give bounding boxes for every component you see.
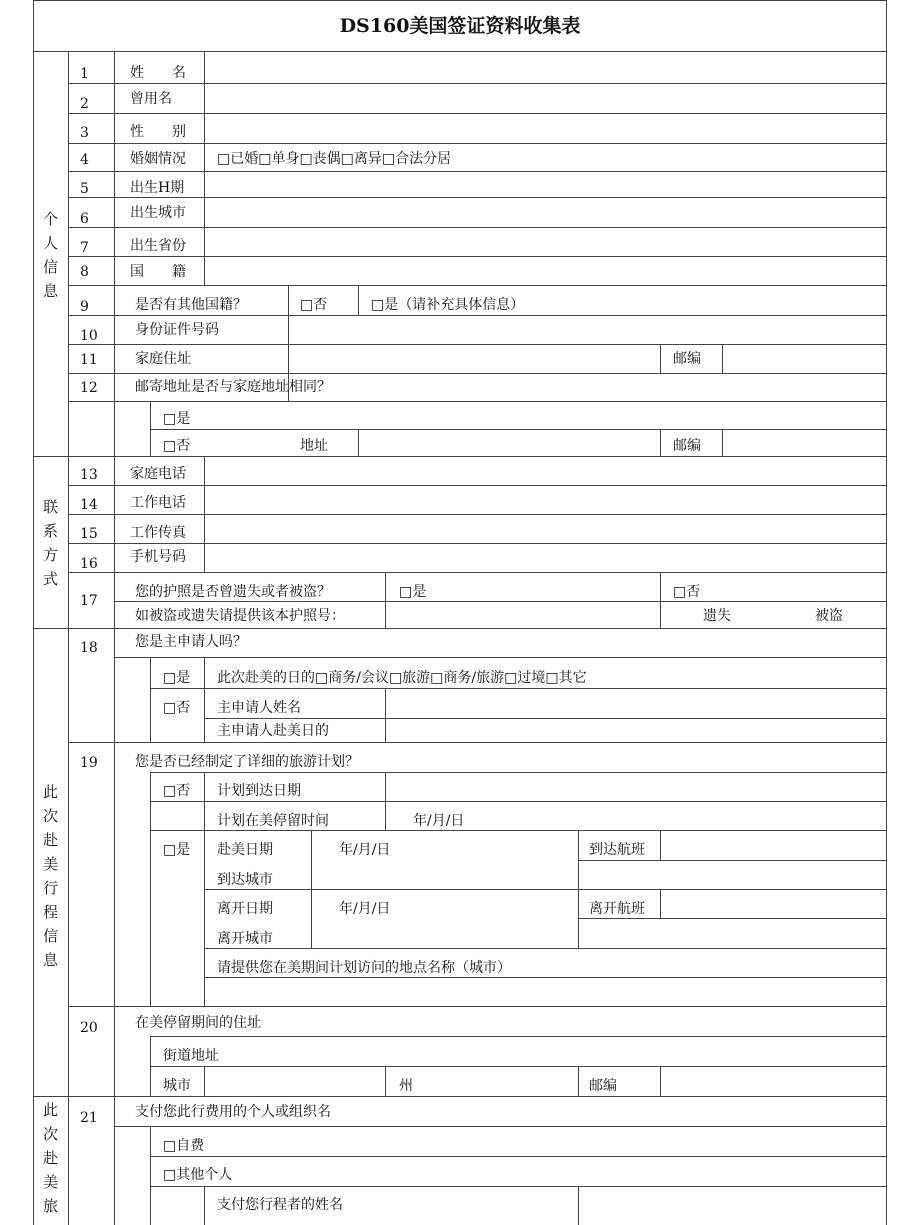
section-personal: 个人信息	[42, 210, 58, 300]
option-lost[interactable]: 遗失	[703, 608, 731, 624]
checkbox-no[interactable]: □否	[163, 438, 191, 454]
row-number: 7	[80, 240, 89, 256]
field-label-departure-city: 离开城市	[217, 931, 273, 947]
field-label-arrival-flight: 到达航班	[589, 842, 645, 858]
field-label-main-applicant-name: 主申请人姓名	[217, 700, 301, 716]
field-label-former-name: 曾用名	[130, 91, 172, 107]
date-format: 年/月/日	[339, 901, 391, 917]
row-number: 20	[80, 1020, 98, 1036]
field-label-passport-lost: 您的护照是否曾遗失或者被盗？	[135, 584, 331, 600]
row-number: 2	[80, 96, 89, 112]
field-label-home-address: 家庭住址	[135, 351, 191, 367]
field-label-payer: 支付您此行费用的个人或组织名	[135, 1104, 331, 1120]
date-format: 年/月/日	[413, 813, 465, 829]
field-label-travel-plan: 您是否已经制定了详细的旅游计划？	[135, 754, 359, 770]
field-label-marital: 婚姻情况	[130, 151, 186, 167]
field-label-other-nationality: 是否有其他国籍？	[135, 297, 247, 313]
field-label-mailing-same: 邮寄地址是否与家庭地址相同？	[135, 379, 331, 395]
field-label-departure-flight: 离开航班	[589, 901, 645, 917]
field-label-birth-date: 出生H期	[130, 180, 185, 196]
row-number: 12	[80, 380, 98, 396]
row-number: 10	[80, 328, 98, 344]
field-label-street: 街道地址	[163, 1048, 219, 1064]
field-label-birth-city: 出生城市	[130, 205, 186, 221]
field-label-city: 城市	[163, 1078, 191, 1094]
row-number: 13	[80, 467, 98, 483]
row-number: 17	[80, 593, 98, 609]
field-label-state: 州	[399, 1078, 413, 1094]
field-label-zip: 邮编	[673, 351, 701, 367]
page-title: DS160美国签证资料收集表	[339, 15, 581, 37]
field-label-us-address: 在美停留期间的住址	[135, 1015, 261, 1031]
marital-options[interactable]: □已婚□单身□丧偶□离异□合法分居	[217, 151, 452, 167]
field-label-main-applicant-purpose: 主申请人赴美日的	[217, 723, 329, 739]
row-number: 3	[80, 125, 89, 141]
field-label-payer-name: 支付您行程者的姓名	[217, 1197, 343, 1213]
row-number: 16	[80, 556, 98, 572]
field-label-lost-passport-number: 如被盗或遗失请提供该本护照号：	[135, 608, 345, 624]
checkbox-other-person[interactable]: □其他个人	[163, 1167, 233, 1183]
row-number: 9	[80, 299, 89, 315]
checkbox-no[interactable]: □否	[673, 584, 701, 600]
checkbox-no[interactable]: □否	[300, 297, 328, 313]
field-label-us-date: 赴美日期	[217, 842, 273, 858]
date-format: 年/月/日	[339, 842, 391, 858]
row-number: 1	[80, 66, 89, 82]
row-number: 21	[80, 1110, 98, 1126]
field-label-departure-date: 离开日期	[217, 901, 273, 917]
field-label-address: 地址	[300, 438, 328, 454]
section-contact: 联系方式	[42, 498, 58, 588]
field-label-arrival-city: 到达城市	[217, 872, 273, 888]
checkbox-yes[interactable]: □是（请补充具体信息）	[371, 297, 525, 313]
field-label-nationality: 国 籍	[130, 264, 186, 280]
checkbox-yes[interactable]: □是	[163, 670, 191, 686]
checkbox-self-pay[interactable]: □自费	[163, 1138, 205, 1154]
row-number: 11	[80, 352, 98, 368]
field-label-home-phone: 家庭电话	[130, 466, 186, 482]
field-label-sex: 性 别	[130, 124, 186, 140]
checkbox-yes[interactable]: □是	[163, 411, 191, 427]
row-number: 15	[80, 526, 98, 542]
field-label-main-applicant: 您是主申请人吗？	[135, 634, 247, 650]
field-label-work-fax: 工作传真	[130, 525, 186, 541]
checkbox-no[interactable]: □否	[163, 700, 191, 716]
row-number: 6	[80, 211, 89, 227]
row-number: 8	[80, 264, 89, 280]
field-label-id-number: 身份证件号码	[135, 322, 219, 338]
section-itinerary: 此次赴美行程信息	[42, 783, 58, 969]
field-label-arrive-date: 计划到达日期	[217, 783, 301, 799]
field-label-mobile: 手机号码	[130, 549, 186, 565]
row-number: 5	[80, 181, 89, 197]
field-label-zip: 邮编	[589, 1078, 617, 1094]
option-stolen[interactable]: 被盗	[815, 608, 843, 624]
checkbox-yes[interactable]: □是	[163, 842, 191, 858]
field-label-name: 姓 名	[130, 65, 186, 81]
row-number: 14	[80, 497, 98, 513]
checkbox-no[interactable]: □否	[163, 783, 191, 799]
row-number: 4	[80, 152, 89, 168]
field-label-zip: 邮编	[673, 438, 701, 454]
field-label-birth-province: 出生省份	[130, 238, 186, 254]
field-label-stay-length: 计划在美停留时间	[217, 813, 329, 829]
trip-purpose-options[interactable]: 此次赴美的日的□商务/会议□旅游□商务/旅游□过境□其它	[217, 670, 587, 686]
field-label-work-phone: 工作电话	[130, 495, 186, 511]
section-travel: 此次赴美旅	[42, 1101, 58, 1215]
row-number: 19	[80, 755, 98, 771]
checkbox-yes[interactable]: □是	[399, 584, 427, 600]
field-label-places: 请提供您在美期间计划访问的地点名称（城市）	[217, 960, 511, 976]
row-number: 18	[80, 640, 98, 656]
